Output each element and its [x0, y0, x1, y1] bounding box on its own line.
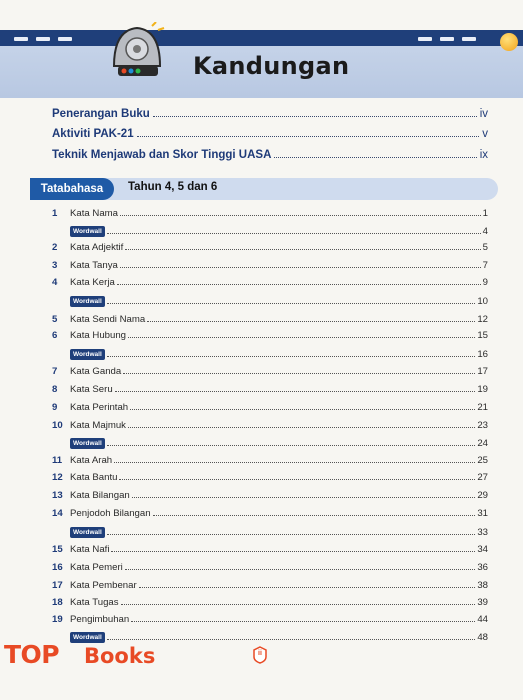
entry-number: 3	[52, 260, 58, 271]
contents-entry[interactable]	[52, 614, 488, 628]
entry-page: 25	[477, 455, 488, 466]
dot-leader	[117, 284, 481, 285]
entry-body	[70, 632, 488, 643]
entry-page: 29	[477, 490, 488, 501]
dot-leader	[115, 391, 476, 392]
entry-body	[70, 490, 488, 501]
stripe-dash	[14, 37, 28, 41]
entry-label: Kata Seru	[70, 384, 113, 395]
entry-page: 38	[477, 580, 488, 591]
dot-leader	[153, 116, 477, 117]
entry-page: 4	[482, 226, 488, 237]
entry-number: 9	[52, 402, 58, 413]
dot-leader	[120, 215, 481, 216]
entry-number: 16	[52, 562, 63, 573]
entry-page: 33	[477, 527, 488, 538]
intro-entry-page: iv	[479, 108, 488, 120]
contents-entry[interactable]	[52, 490, 488, 504]
entry-page: 34	[477, 544, 488, 555]
dot-leader	[107, 445, 476, 446]
dot-leader	[120, 267, 481, 268]
entry-page: 1	[482, 208, 488, 219]
entry-number: 15	[52, 544, 63, 555]
entry-label: Kata Tugas	[70, 597, 119, 608]
entry-number: 10	[52, 420, 63, 431]
entry-body	[70, 402, 488, 413]
entry-body	[70, 349, 488, 360]
entry-label: Kata Nama	[70, 208, 118, 219]
contents-entry[interactable]	[52, 472, 488, 486]
intro-entry-label: Teknik Menjawab dan Skor Tinggi UASA	[52, 149, 272, 161]
entry-body	[70, 562, 488, 573]
entry-page: 44	[477, 614, 488, 625]
dot-leader	[132, 497, 476, 498]
alarm-bell-icon	[104, 22, 170, 80]
entry-label: Kata Hubung	[70, 330, 127, 341]
wordwall-badge: Wordwall	[70, 438, 105, 449]
entry-page: 9	[482, 277, 488, 288]
entry-label: Kata Tanya	[70, 260, 118, 271]
wordwall-entry[interactable]	[52, 296, 488, 310]
entry-page: 10	[477, 296, 488, 307]
dot-leader	[119, 479, 475, 480]
entry-number: 17	[52, 580, 63, 591]
contents-entry[interactable]	[52, 544, 488, 558]
entry-number: 6	[52, 330, 58, 341]
entry-body	[70, 438, 488, 449]
dot-leader	[107, 639, 476, 640]
contents-entry[interactable]	[52, 455, 488, 469]
intro-entry[interactable]	[52, 149, 488, 161]
contents-entry[interactable]	[52, 508, 488, 522]
intro-entry-label: Aktiviti PAK-21	[52, 128, 134, 140]
contents-entry[interactable]	[52, 260, 488, 274]
entry-page: 24	[477, 438, 488, 449]
entry-body	[70, 597, 488, 608]
dot-leader	[128, 427, 475, 428]
entry-page: 36	[477, 562, 488, 573]
entry-page: 48	[477, 632, 488, 643]
contents-entry[interactable]	[52, 366, 488, 380]
intro-entry[interactable]	[52, 108, 488, 120]
intro-entry-label: Penerangan Buku	[52, 108, 150, 120]
entry-label: Kata Perintah	[70, 402, 129, 413]
section-tag: Tatabahasa	[30, 178, 114, 200]
wordwall-badge: Wordwall	[70, 632, 105, 643]
entry-body	[70, 330, 488, 341]
intro-entry-page: v	[482, 128, 488, 140]
entry-label: Pengimbuhan	[70, 614, 130, 625]
page-title: Kandungan	[193, 52, 350, 80]
entry-page: 16	[477, 349, 488, 360]
entry-label: Kata Majmuk	[70, 420, 126, 431]
dot-leader	[130, 409, 475, 410]
entry-label: Penjodoh Bilangan	[70, 508, 151, 519]
dot-leader	[153, 515, 476, 516]
entry-number: 1	[52, 208, 58, 219]
entry-body	[70, 277, 488, 288]
entry-body	[70, 384, 488, 395]
entry-number: 11	[52, 455, 63, 466]
entry-page: 21	[477, 402, 488, 413]
entry-page: 17	[477, 366, 488, 377]
dot-leader	[107, 303, 476, 304]
stripe-dash	[418, 37, 432, 41]
entry-number: 2	[52, 242, 58, 253]
entry-body	[70, 208, 488, 219]
entry-body	[70, 314, 488, 325]
intro-entry[interactable]	[52, 128, 488, 140]
entry-label: Kata Ganda	[70, 366, 122, 377]
entry-page: 12	[477, 314, 488, 325]
contents-entry[interactable]	[52, 314, 488, 328]
entry-page: 27	[477, 472, 488, 483]
page-number: ii	[258, 650, 262, 657]
entry-label: Kata Kerja	[70, 277, 115, 288]
dot-leader	[121, 604, 476, 605]
stripe-dash	[36, 37, 50, 41]
entry-page: 5	[482, 242, 488, 253]
entry-body	[70, 580, 488, 591]
entry-number: 14	[52, 508, 63, 519]
contents-entry[interactable]	[52, 580, 488, 594]
wordwall-badge: Wordwall	[70, 296, 105, 307]
contents-entry[interactable]	[52, 242, 488, 256]
entry-page: 31	[477, 508, 488, 519]
stripe-dash	[462, 37, 476, 41]
wordwall-badge: Wordwall	[70, 527, 105, 538]
contents-entry[interactable]	[52, 562, 488, 576]
dot-leader	[107, 356, 476, 357]
entry-page: 39	[477, 597, 488, 608]
logo-top-text: TOP	[4, 640, 60, 669]
wordwall-badge: Wordwall	[70, 226, 105, 237]
entry-number: 12	[52, 472, 63, 483]
orange-dot-icon	[500, 33, 518, 51]
dot-leader	[125, 569, 476, 570]
entry-body	[70, 544, 488, 555]
dot-leader	[131, 621, 475, 622]
wordwall-entry[interactable]	[52, 438, 488, 452]
dot-leader	[111, 551, 475, 552]
entry-body	[70, 420, 488, 431]
dot-leader	[123, 373, 475, 374]
entry-number: 4	[52, 277, 58, 288]
dot-leader	[107, 233, 481, 234]
dot-leader	[137, 136, 480, 137]
entry-number: 19	[52, 614, 63, 625]
intro-entry-page: ix	[479, 149, 488, 161]
wordwall-badge: Wordwall	[70, 349, 105, 360]
entry-body	[70, 455, 488, 466]
entry-body	[70, 472, 488, 483]
entry-number: 18	[52, 597, 63, 608]
entry-page: 19	[477, 384, 488, 395]
entry-number: 7	[52, 366, 58, 377]
stripe-dash	[440, 37, 454, 41]
contents-entry[interactable]	[52, 420, 488, 434]
entry-label: Kata Bilangan	[70, 490, 130, 501]
entry-body	[70, 508, 488, 519]
contents-entry[interactable]	[52, 330, 488, 344]
entry-label: Kata Pemeri	[70, 562, 123, 573]
wordwall-entry[interactable]	[52, 527, 488, 541]
entry-page: 23	[477, 420, 488, 431]
section-subtitle: Tahun 4, 5 dan 6	[128, 181, 218, 193]
dot-leader	[274, 157, 476, 158]
entry-body	[70, 242, 488, 253]
dot-leader	[114, 462, 475, 463]
entry-label: Kata Pembenar	[70, 580, 137, 591]
dot-leader	[107, 534, 476, 535]
dot-leader	[139, 587, 476, 588]
stripe-dash	[58, 37, 72, 41]
entry-number: 8	[52, 384, 58, 395]
contents-entry[interactable]	[52, 208, 488, 222]
entry-number: 13	[52, 490, 63, 501]
entry-body	[70, 527, 488, 538]
wordwall-entry[interactable]	[52, 349, 488, 363]
contents-entry[interactable]	[52, 597, 488, 611]
entry-number: 5	[52, 314, 58, 325]
entry-body	[70, 366, 488, 377]
entry-body	[70, 296, 488, 307]
wordwall-entry[interactable]	[52, 226, 488, 240]
logo-books-text: Books	[84, 644, 156, 668]
entry-label: Kata Arah	[70, 455, 113, 466]
contents-entry[interactable]	[52, 384, 488, 398]
entry-page: 15	[477, 330, 488, 341]
entry-body	[70, 260, 488, 271]
dot-leader	[147, 321, 475, 322]
contents-entry[interactable]	[52, 402, 488, 416]
dot-leader	[128, 337, 475, 338]
entry-page: 7	[482, 260, 488, 271]
entry-body	[70, 614, 488, 625]
dot-leader	[125, 249, 480, 250]
entry-label: Kata Adjektif	[70, 242, 124, 253]
contents-entry[interactable]	[52, 277, 488, 291]
entry-label: Kata Nafi	[70, 544, 110, 555]
entry-label: Kata Sendi Nama	[70, 314, 146, 325]
entry-body	[70, 226, 488, 237]
entry-label: Kata Bantu	[70, 472, 118, 483]
